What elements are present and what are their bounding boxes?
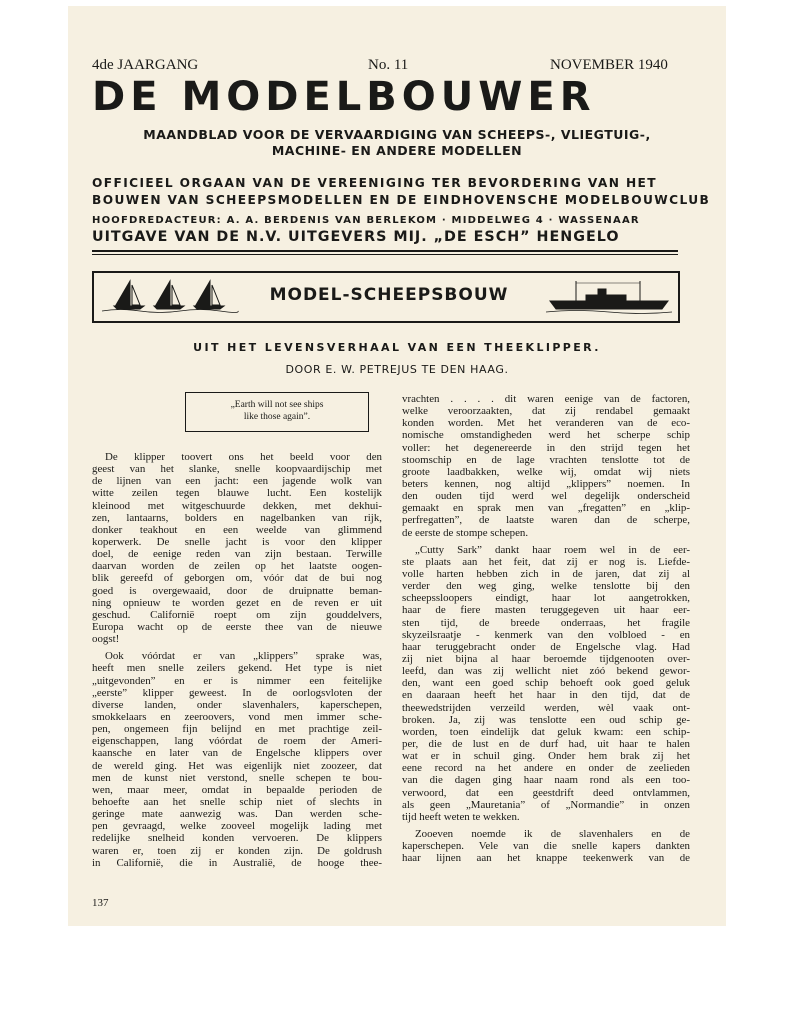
text-line: Zooeven noemde ik de slavenhalers en de [415,827,690,840]
text-line: perfregatten”, de laatste waren dan de scherpe, [402,514,690,527]
text-line: doel, de eenige reden van zijn bestaan. Terwille [92,548,382,561]
text-line: waren er, toen zij er konden zijn. De goldrush [92,844,382,857]
issue-number: No. 11 [368,57,409,73]
text-line: Ook vóórdat er van „klippers” sprake was, [105,650,382,663]
subtitle-line-1: MAANDBLAD VOOR DE VERVAARDIGING VAN SCHEEPS-, VLIEGTUIG-, [143,127,651,142]
text-line: blik gereefd of geborgen om, vóór dat de bui nog [92,572,382,585]
text-line: ning opnieuw te worden gezet en de reven er uit [92,596,382,609]
text-line: worden, toen eindelijk dat geluk kwam: een schip- [402,725,690,738]
article-column-left [92,451,382,869]
text-line: geest van het slanke, snelle koopvaardijschip met [92,463,382,476]
text-line: eigenschappen, lang vóórdat de roem der Ameri- [92,735,382,748]
text-line: haar lijnen aan het knappe teekenwerk van de [402,852,690,865]
article-title: UIT HET LEVENSVERHAAL VAN EEN THEEKLIPPER. [193,341,601,354]
text-line: de lijnen van een jacht: een jagende wolk van [92,475,382,488]
steamship-icon [546,279,672,315]
text-line: smokkelaars en zeeroovers, vond men immer sche- [92,710,382,723]
text-line: en daaraan heeft het haar in den tijd, dat de [402,689,690,702]
text-line: verwoord, dat een geestdrift deed ontvlammen, [402,786,690,799]
text-line: Europa wacht op de eerste thee van de nieuwe [92,620,382,633]
text-line: wen, maar meer, omdat in bepaalde perioden de [92,783,382,796]
text-line: diverse landen, onder slavenhalers, kaperschepen, [92,698,382,711]
text-line: voller: het degenereerde in den strijd tegen het [402,441,690,454]
text-line: haar teruggebracht onder de Engelsche vlag. Had [402,640,690,653]
text-line: daarvan worden de zeilen op het laatste oogen- [92,560,382,573]
text-line: nomische omstandigheden werd het scherpe schip [402,429,690,442]
text-line: De klipper toovert ons het beeld voor den [105,451,382,463]
text-line: heeft men snelle zeilers gekend. Het type is niet [92,662,382,675]
text-line: vrachten . . . . dit waren eenige van de factoren, [402,393,690,405]
text-line: oogst! [92,633,120,646]
text-line: pen, ongemeen fijn belijnd en met prachtige zeil- [92,723,382,736]
text-line: zij niet bijna al haar beroemde tijdgenooten over- [402,652,690,665]
masthead-title: DE MODELBOUWER [92,74,596,120]
text-line: sten tijd, de breede onderraas, het fragile [402,616,690,629]
issue-date: NOVEMBER 1940 [550,57,668,73]
text-line: van die dagen ging haar naam rond als een too- [402,774,690,787]
text-line: den, want een goed schip behoeft ook goed geluk [402,677,690,690]
text-line: geschud. Californië roept om zijn gouddelvers, [92,608,382,621]
article-author: DOOR E. W. PETREJUS TE DEN HAAG. [285,363,509,376]
sailing-yachts-icon [100,277,240,315]
editor-line: HOOFDREDACTEUR: A. A. BERDENIS VAN BERLEKOM · MIDDELWEG 4 · WASSENAAR [92,215,640,226]
text-line: in Californië, die in Australië, de hooge thee- [92,856,382,869]
text-line: verder den weg ging, welke tenslotte bij den [402,580,690,593]
text-line: ste plaats aan het feit, dat zij er nog is. Liefde- [402,555,690,568]
text-line: per, die de lust en de durf had, uit haar te halen [402,737,690,750]
volume-label: 4de JAARGANG [92,57,199,73]
header-rule-thin [92,254,678,255]
epigraph-line-2: like those again”. [243,412,311,422]
page-number: 137 [92,897,109,909]
text-line: donker teakhout en een weelde van glimmend [92,523,382,536]
official-organ-line-1: OFFICIEEL ORGAAN VAN DE VEREENIGING TER BEVORDERING VAN HET [92,176,657,190]
epigraph-line-1: „Earth will not see ships [230,400,324,410]
text-line: gemaakt en sprak men van „fregatten” en „klip- [402,502,690,515]
header-rule [92,250,678,252]
text-line: skyzeilsraatje - kenmerk van den volbloed - en [402,628,690,641]
text-line: kaansche en later van de Engelsche klippers over [92,747,382,760]
text-line: „eerste” klipper geweest. In de oorlogsvloten der [92,686,382,699]
text-line: tijd heeft weten te wekken. [402,810,520,823]
text-line: groote laadbakken, welke wij, omdat wij niets [402,465,690,478]
text-line: konden worden. Met het veranderen van de eco- [402,417,690,430]
text-line: haar de fiere masten teruggegeven uit haar eer- [402,604,690,617]
text-line: witte zeilen tegen blauwe lucht. Een kostelijk [92,487,382,500]
text-line: broken. Ja, zij was tenslotte een oud schip ge- [402,713,690,726]
text-line: welke veroorzaakten, dat zij rendabel gemaakt [402,405,690,418]
text-line: goed is overgewaaid, door de druipnatte beman- [92,584,382,597]
text-line: als geen „Mauretania” of „Normandie” in onzen [402,798,690,811]
text-line: behoefte aan het snelle schip niet of slechts in [92,795,382,808]
article-column-right [402,393,690,864]
text-line: redelijke snelheid konden vervoeren. De klippers [92,832,382,845]
text-line: volle harten hebben zich in de jaren, dat zij al [402,567,690,580]
text-line: koperwerk. De snelle jacht is voor den klipper [92,535,382,548]
text-line: kleinood met witgeschuurde dekken, met dekhui- [92,499,382,512]
section-title: MODEL-SCHEEPSBOUW [269,285,509,305]
text-line: de wereld ging. Het was eigenlijk niet zoozeer, dat [92,759,382,772]
official-organ-line-2: BOUWEN VAN SCHEEPSMODELLEN EN DE EINDHOVENSCHE MODELBOUWCLUB [92,193,711,207]
section-banner [92,271,680,323]
text-line: scheepssloopers eindigt, haar lot aangetrokken, [402,592,690,605]
text-line: leefd, dan was zij wellicht niet zóó bekend gewor- [402,665,690,678]
magazine-page [68,6,726,926]
text-line: „Cutty Sark” dankt haar roem wel in de eer- [415,543,690,556]
text-line: beters kennen, nog altijd „klippers” noemen. In [402,477,690,490]
text-line: eene record na het andere en onder de zeelieden [402,762,690,775]
text-line: den ouden tijd werd wel degelijk onderscheid [402,490,690,503]
publisher-line: UITGAVE VAN DE N.V. UITGEVERS MIJ. „DE ESCH” HENGELO [92,229,620,245]
text-line: theewedstrijden verzeild werden, wèl vaak ont- [402,701,690,714]
text-line: pen gevraagd, welke zooveel mogelijk lading met [92,820,382,833]
text-line: kaperschepen. Vele van die snelle kapers dankten [402,840,690,853]
text-line: „uitgevonden” en er is nimmer een feitelijke [92,674,382,687]
text-line: wat er in schuil ging. Onder hem brak zij het [402,750,690,763]
text-line: de eerste de stompe schepen. [402,526,529,539]
epigraph-box [185,392,369,432]
text-line: stoomschip en de lage vrachten tenslotte tot de [402,453,690,466]
text-line: men de kunst niet verstond, snelle schepen te bou- [92,771,382,784]
text-line: zen, lantaarns, bolders en nagelbanken van rijk, [92,511,382,524]
text-line: geringe mate aanwezig was. Dan werden sche- [92,808,382,821]
subtitle-line-2: MACHINE- EN ANDERE MODELLEN [271,143,523,158]
